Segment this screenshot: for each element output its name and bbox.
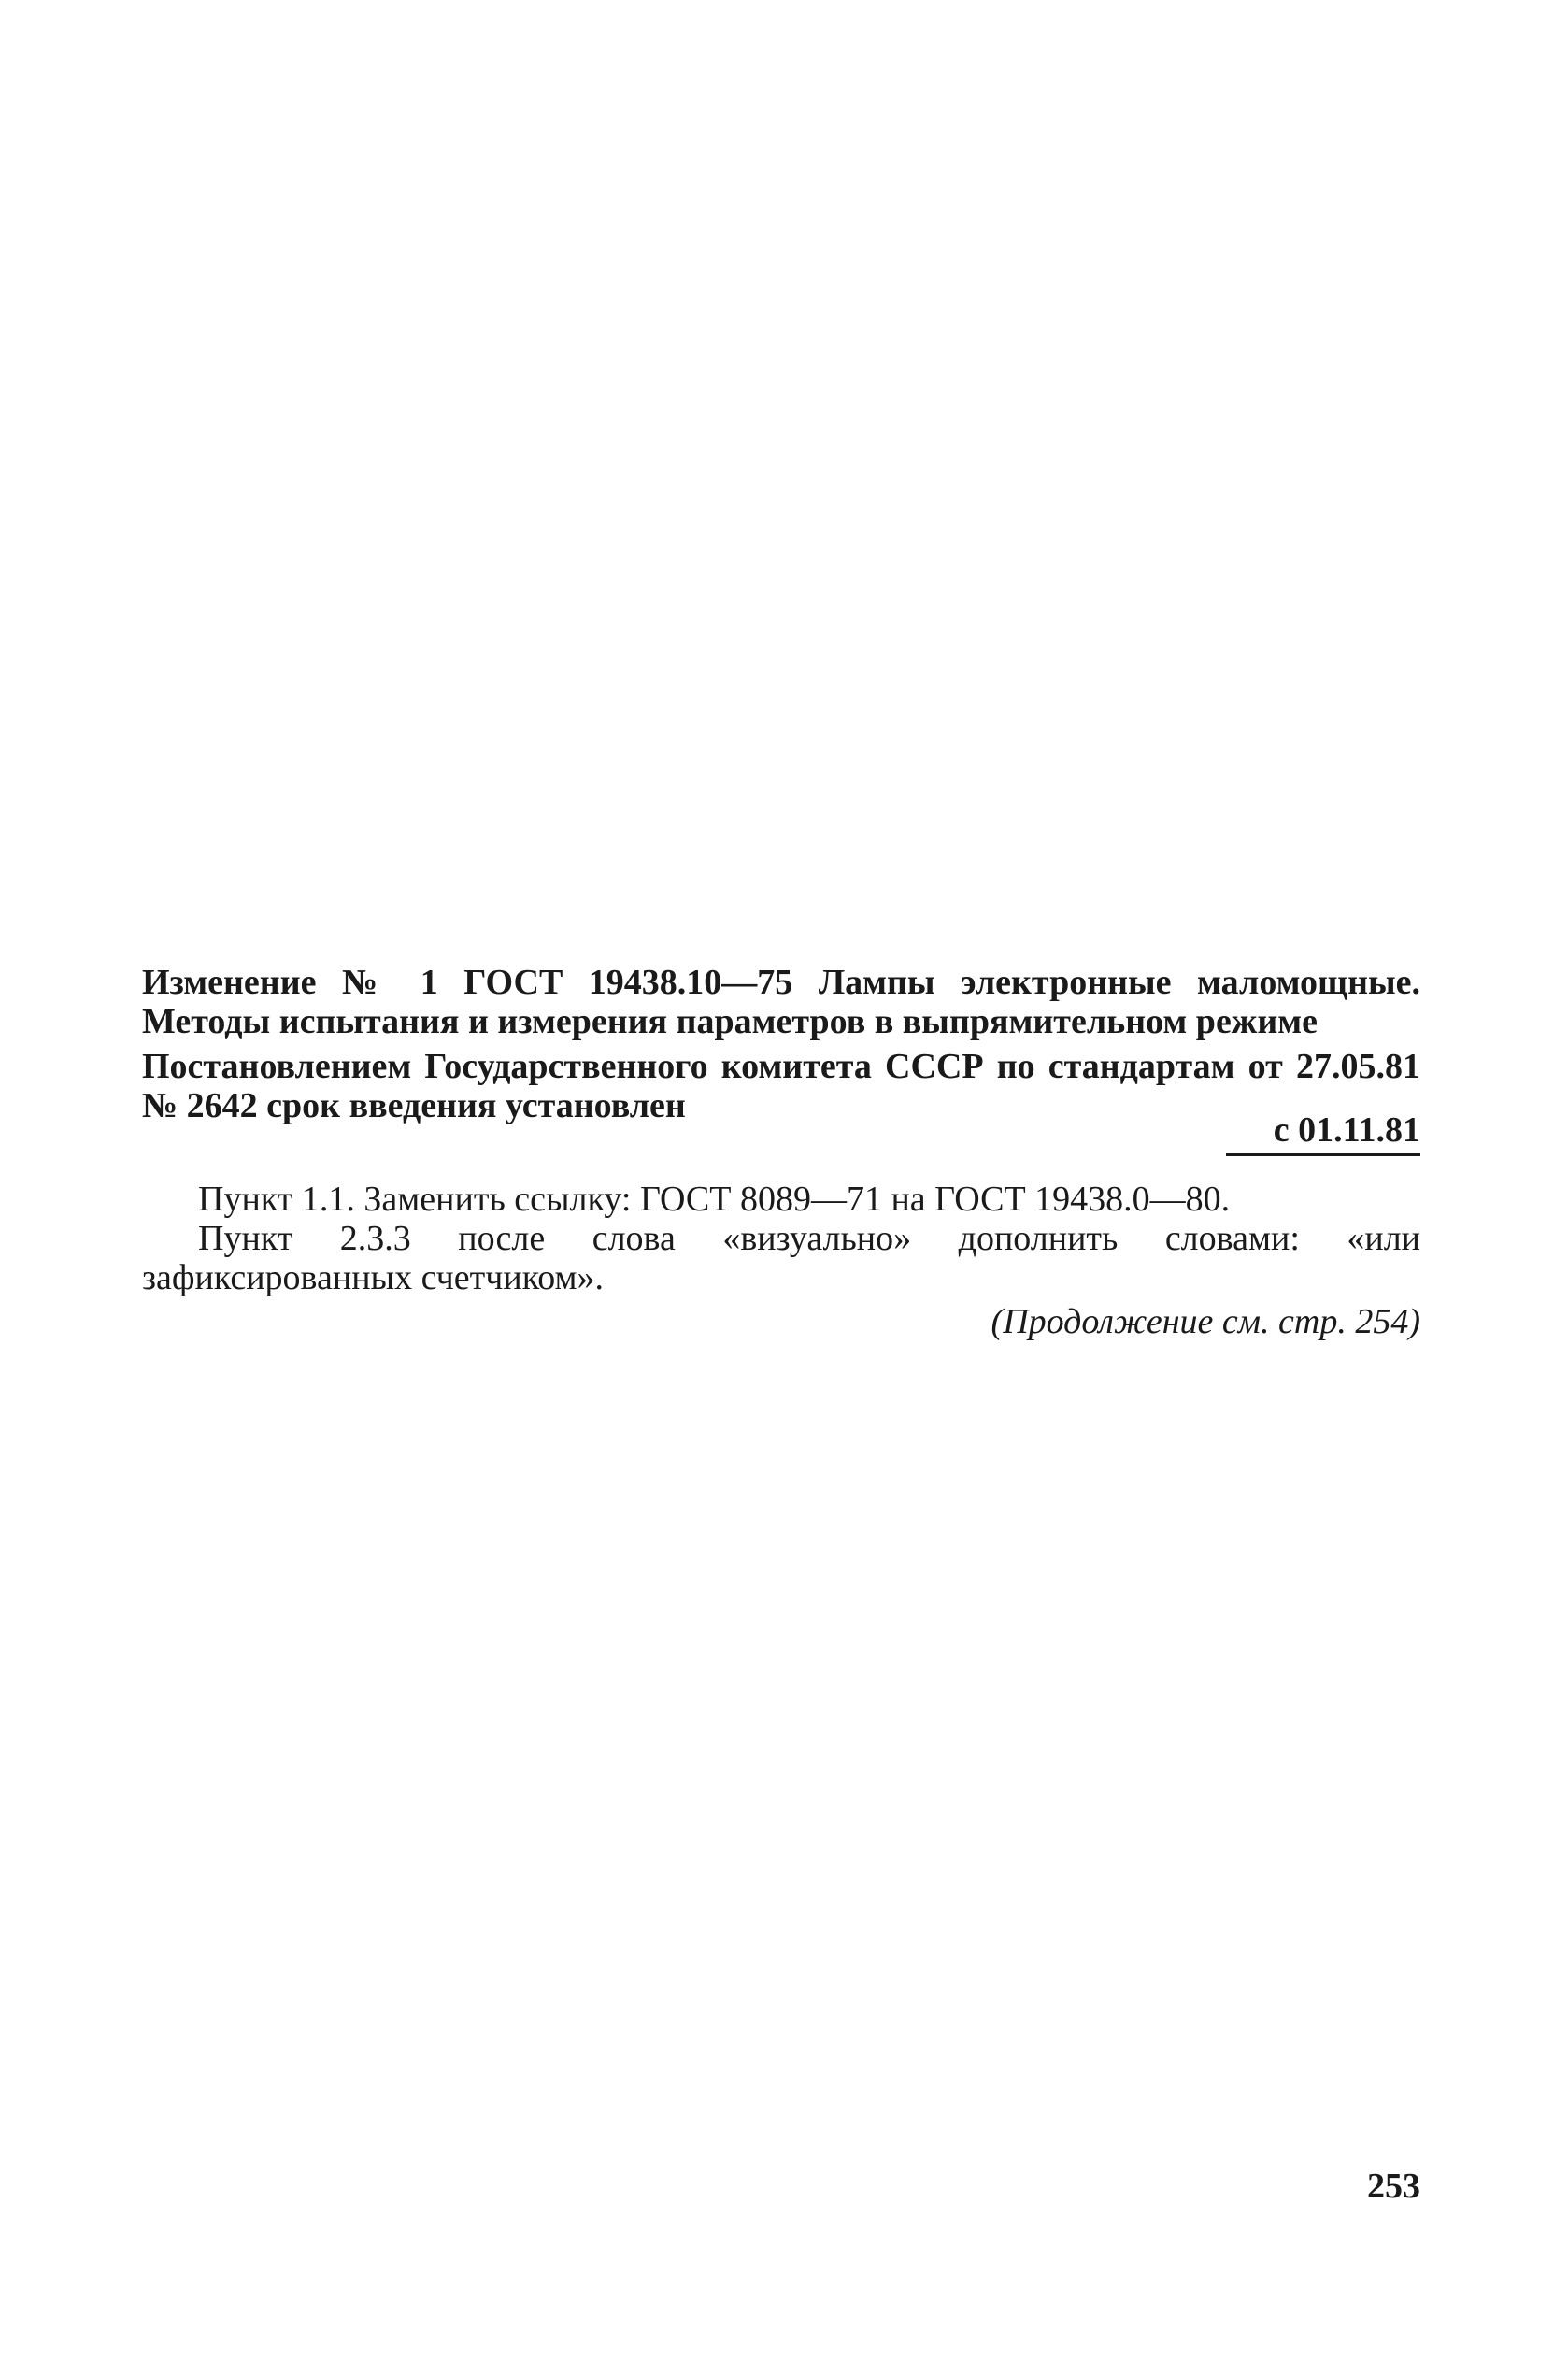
effective-date-underline [1226, 1153, 1420, 1156]
amendment-heading: Изменение № 1 ГОСТ 19438.10—75 Лампы электронные маломощные. Методы испытания и измерения параметров в выпрямительном режиме [142, 963, 1420, 1041]
paragraph-1: Пункт 1.1. Заменить ссылку: ГОСТ 8089—71 на ГОСТ 19438.0—80. [198, 1180, 1231, 1219]
amendment-body [142, 1180, 1420, 1297]
continued-note: (Продолжение см. стр. 254) [991, 1302, 1420, 1341]
decree-text: Постановлением Государственного комитета СССР по стандартам от 27.05.81 № 2642 срок введения установлен [142, 1047, 1420, 1125]
effective-date: с 01.11.81 [1273, 1110, 1420, 1150]
paragraph-2: Пункт 2.3.3 после слова «визуально» дополнить словами: «или зафиксированных счетчиком». [142, 1219, 1420, 1297]
page-number: 253 [1367, 2167, 1420, 2206]
